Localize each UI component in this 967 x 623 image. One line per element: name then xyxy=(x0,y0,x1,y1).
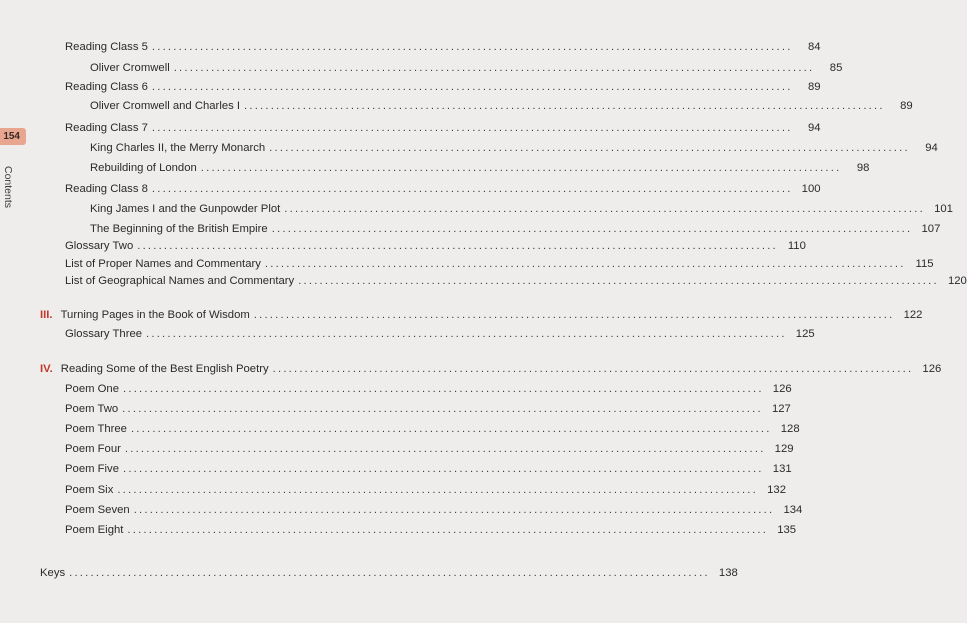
toc-entry-title xyxy=(90,97,242,115)
toc-entry xyxy=(65,481,786,499)
toc-entry-label: Poem Six xyxy=(65,484,114,496)
toc-entry-label: King James I and the Gunpowder Plot xyxy=(90,203,281,215)
toc-page-number: 107 xyxy=(921,223,941,235)
toc-entry xyxy=(90,220,941,238)
toc-entry-title xyxy=(90,200,282,218)
toc-entry xyxy=(90,159,870,177)
toc-page-number: 84 xyxy=(807,41,821,53)
toc-entry-label: Turning Pages in the Book of Wisdom xyxy=(60,309,250,321)
toc-page-number: 120 xyxy=(947,275,967,287)
dot-leader: ........................................................................................................................ xyxy=(244,100,885,112)
toc-page-number: 101 xyxy=(934,203,953,215)
dot-leader: ........................................................................................................................ xyxy=(253,309,895,321)
toc-page-number: 89 xyxy=(900,100,913,112)
dot-leader: ........................................................................................................................ xyxy=(137,240,778,252)
toc-entry-label: Glossary Three xyxy=(65,328,143,340)
toc-entry-label: Reading Class 6 xyxy=(65,81,148,93)
toc-entry-title xyxy=(65,255,263,273)
toc-page-number: 128 xyxy=(780,423,800,435)
dot-leader: ........................................................................................................................ xyxy=(123,463,764,475)
toc-entry-label: Poem Seven xyxy=(65,504,130,516)
toc-page-number: 132 xyxy=(767,484,786,496)
toc-entry xyxy=(40,564,738,582)
dot-leader: ........................................................................................................................ xyxy=(117,484,758,496)
toc-entry-title xyxy=(65,180,150,198)
toc-page-number: 134 xyxy=(783,504,803,516)
toc-page-number: 135 xyxy=(777,524,797,536)
section-numeral: III. xyxy=(40,309,53,321)
toc-entry xyxy=(90,200,953,218)
dot-leader: ........................................................................................................................ xyxy=(151,41,793,53)
toc-page-number: 131 xyxy=(772,463,792,475)
dot-leader: ........................................................................................................................ xyxy=(124,443,766,455)
toc-entry-title xyxy=(65,440,123,458)
toc-entry-title xyxy=(65,420,129,438)
toc-entry-title xyxy=(65,119,150,137)
dot-leader: ........................................................................................................................ xyxy=(272,363,914,375)
toc-entry-label: Rebuilding of London xyxy=(90,162,197,174)
toc-entry-label: Reading Class 8 xyxy=(65,183,148,195)
toc-entry-title xyxy=(90,220,270,238)
toc-page-number: 126 xyxy=(772,383,792,395)
dot-leader: ........................................................................................................................ xyxy=(123,383,764,395)
toc-entry-title xyxy=(90,139,267,157)
toc-page-number: 85 xyxy=(829,62,843,74)
toc-page-number: 100 xyxy=(801,183,821,195)
toc-page-number: 125 xyxy=(795,328,815,340)
toc-entry xyxy=(65,380,792,398)
toc-entry xyxy=(65,119,821,137)
toc-entry-title xyxy=(40,564,67,582)
toc-entry xyxy=(90,97,913,115)
dot-leader: ........................................................................................................................ xyxy=(264,258,906,270)
toc-entry-title xyxy=(90,159,199,177)
toc-entry-label: Poem Eight xyxy=(65,524,124,536)
toc-page-number: 89 xyxy=(807,81,821,93)
toc-entry-label: Reading Class 7 xyxy=(65,122,148,134)
toc-entry-title xyxy=(65,501,132,519)
dot-leader: ........................................................................................................................ xyxy=(151,122,793,134)
toc-entry-title xyxy=(90,59,172,77)
dot-leader: ........................................................................................................................ xyxy=(127,524,769,536)
toc-entry-label: Poem Three xyxy=(65,423,127,435)
toc-entry-label: Reading Some of the Best English Poetry xyxy=(60,363,269,375)
toc-entry xyxy=(65,420,800,438)
toc-entry xyxy=(65,521,797,539)
toc-entry-title xyxy=(65,521,125,539)
toc-page-number: 138 xyxy=(718,567,738,579)
page-number-tab xyxy=(0,128,26,145)
toc-entry-label: Poem One xyxy=(65,383,120,395)
dot-leader: ........................................................................................................................ xyxy=(151,81,793,93)
toc-entry-label: List of Geographical Names and Commentary xyxy=(65,275,295,287)
toc-entry-label: Reading Class 5 xyxy=(65,41,148,53)
toc-page-number: 126 xyxy=(922,363,942,375)
toc-entry-title xyxy=(65,481,115,499)
dot-leader: ........................................................................................................................ xyxy=(133,504,775,516)
toc-entry xyxy=(65,460,792,478)
toc-entry-label: List of Proper Names and Commentary xyxy=(65,258,261,270)
toc-entry-label: King Charles II, the Merry Monarch xyxy=(90,142,266,154)
toc-entry-title xyxy=(65,460,121,478)
dot-leader: ........................................................................................................................ xyxy=(151,183,793,195)
toc-entry-title xyxy=(65,38,150,56)
dot-leader: ........................................................................................................................ xyxy=(298,275,939,287)
dot-leader: ........................................................................................................................ xyxy=(200,162,842,174)
dot-leader: ........................................................................................................................ xyxy=(269,142,910,154)
toc-entry-label: Poem Two xyxy=(65,403,119,415)
toc-page-number: 94 xyxy=(807,122,821,134)
toc-entry-label: Keys xyxy=(40,567,66,579)
page-number: 154 xyxy=(3,131,20,142)
toc-entry-title xyxy=(65,400,120,418)
dot-leader: ........................................................................................................................ xyxy=(130,423,772,435)
toc-entry xyxy=(40,306,923,324)
toc-page-number: 115 xyxy=(915,258,934,270)
section-title-vertical: Contents xyxy=(2,166,14,209)
dot-leader: ........................................................................................................................ xyxy=(122,403,763,415)
toc-entry xyxy=(65,78,821,96)
dot-leader: ........................................................................................................................ xyxy=(146,328,787,340)
toc-entry-title xyxy=(65,380,121,398)
toc-entry-label: Glossary Two xyxy=(65,240,134,252)
toc-entry-label: Oliver Cromwell and Charles I xyxy=(90,100,241,112)
toc-entry xyxy=(65,440,794,458)
toc-entry xyxy=(65,325,815,343)
toc-entry-title xyxy=(40,360,271,378)
toc-entry xyxy=(65,180,821,198)
toc-entry-title xyxy=(65,272,296,290)
toc-entry-title xyxy=(65,78,150,96)
toc-entry xyxy=(65,400,791,418)
toc-entry-label: Oliver Cromwell xyxy=(90,62,170,74)
toc-entry xyxy=(90,59,843,77)
section-numeral: IV. xyxy=(40,363,53,375)
toc-entry xyxy=(40,360,942,378)
dot-leader: ........................................................................................................................ xyxy=(284,203,925,215)
toc-entry-label: Poem Five xyxy=(65,463,119,475)
toc-page-number: 98 xyxy=(856,162,870,174)
dot-leader: ........................................................................................................................ xyxy=(69,567,710,579)
toc-entry xyxy=(65,38,821,56)
toc-entry-title xyxy=(65,325,144,343)
toc-entry xyxy=(65,501,803,519)
toc-entry-label: Poem Four xyxy=(65,443,121,455)
toc-page-number: 110 xyxy=(787,240,806,252)
dot-leader: ........................................................................................................................ xyxy=(271,223,913,235)
dot-leader: ........................................................................................................................ xyxy=(173,62,815,74)
toc-entry xyxy=(65,237,806,255)
toc-page-number: 127 xyxy=(771,403,791,415)
toc-page-number: 122 xyxy=(903,309,923,321)
toc-page-number: 129 xyxy=(774,443,794,455)
toc-page-number: 94 xyxy=(925,142,938,154)
toc-entry xyxy=(65,272,967,290)
toc-entry-title xyxy=(40,306,252,324)
toc-entry-title xyxy=(65,237,135,255)
toc-entry xyxy=(90,139,938,157)
toc-entry-label: The Beginning of the British Empire xyxy=(90,223,268,235)
toc-entry xyxy=(65,255,934,273)
